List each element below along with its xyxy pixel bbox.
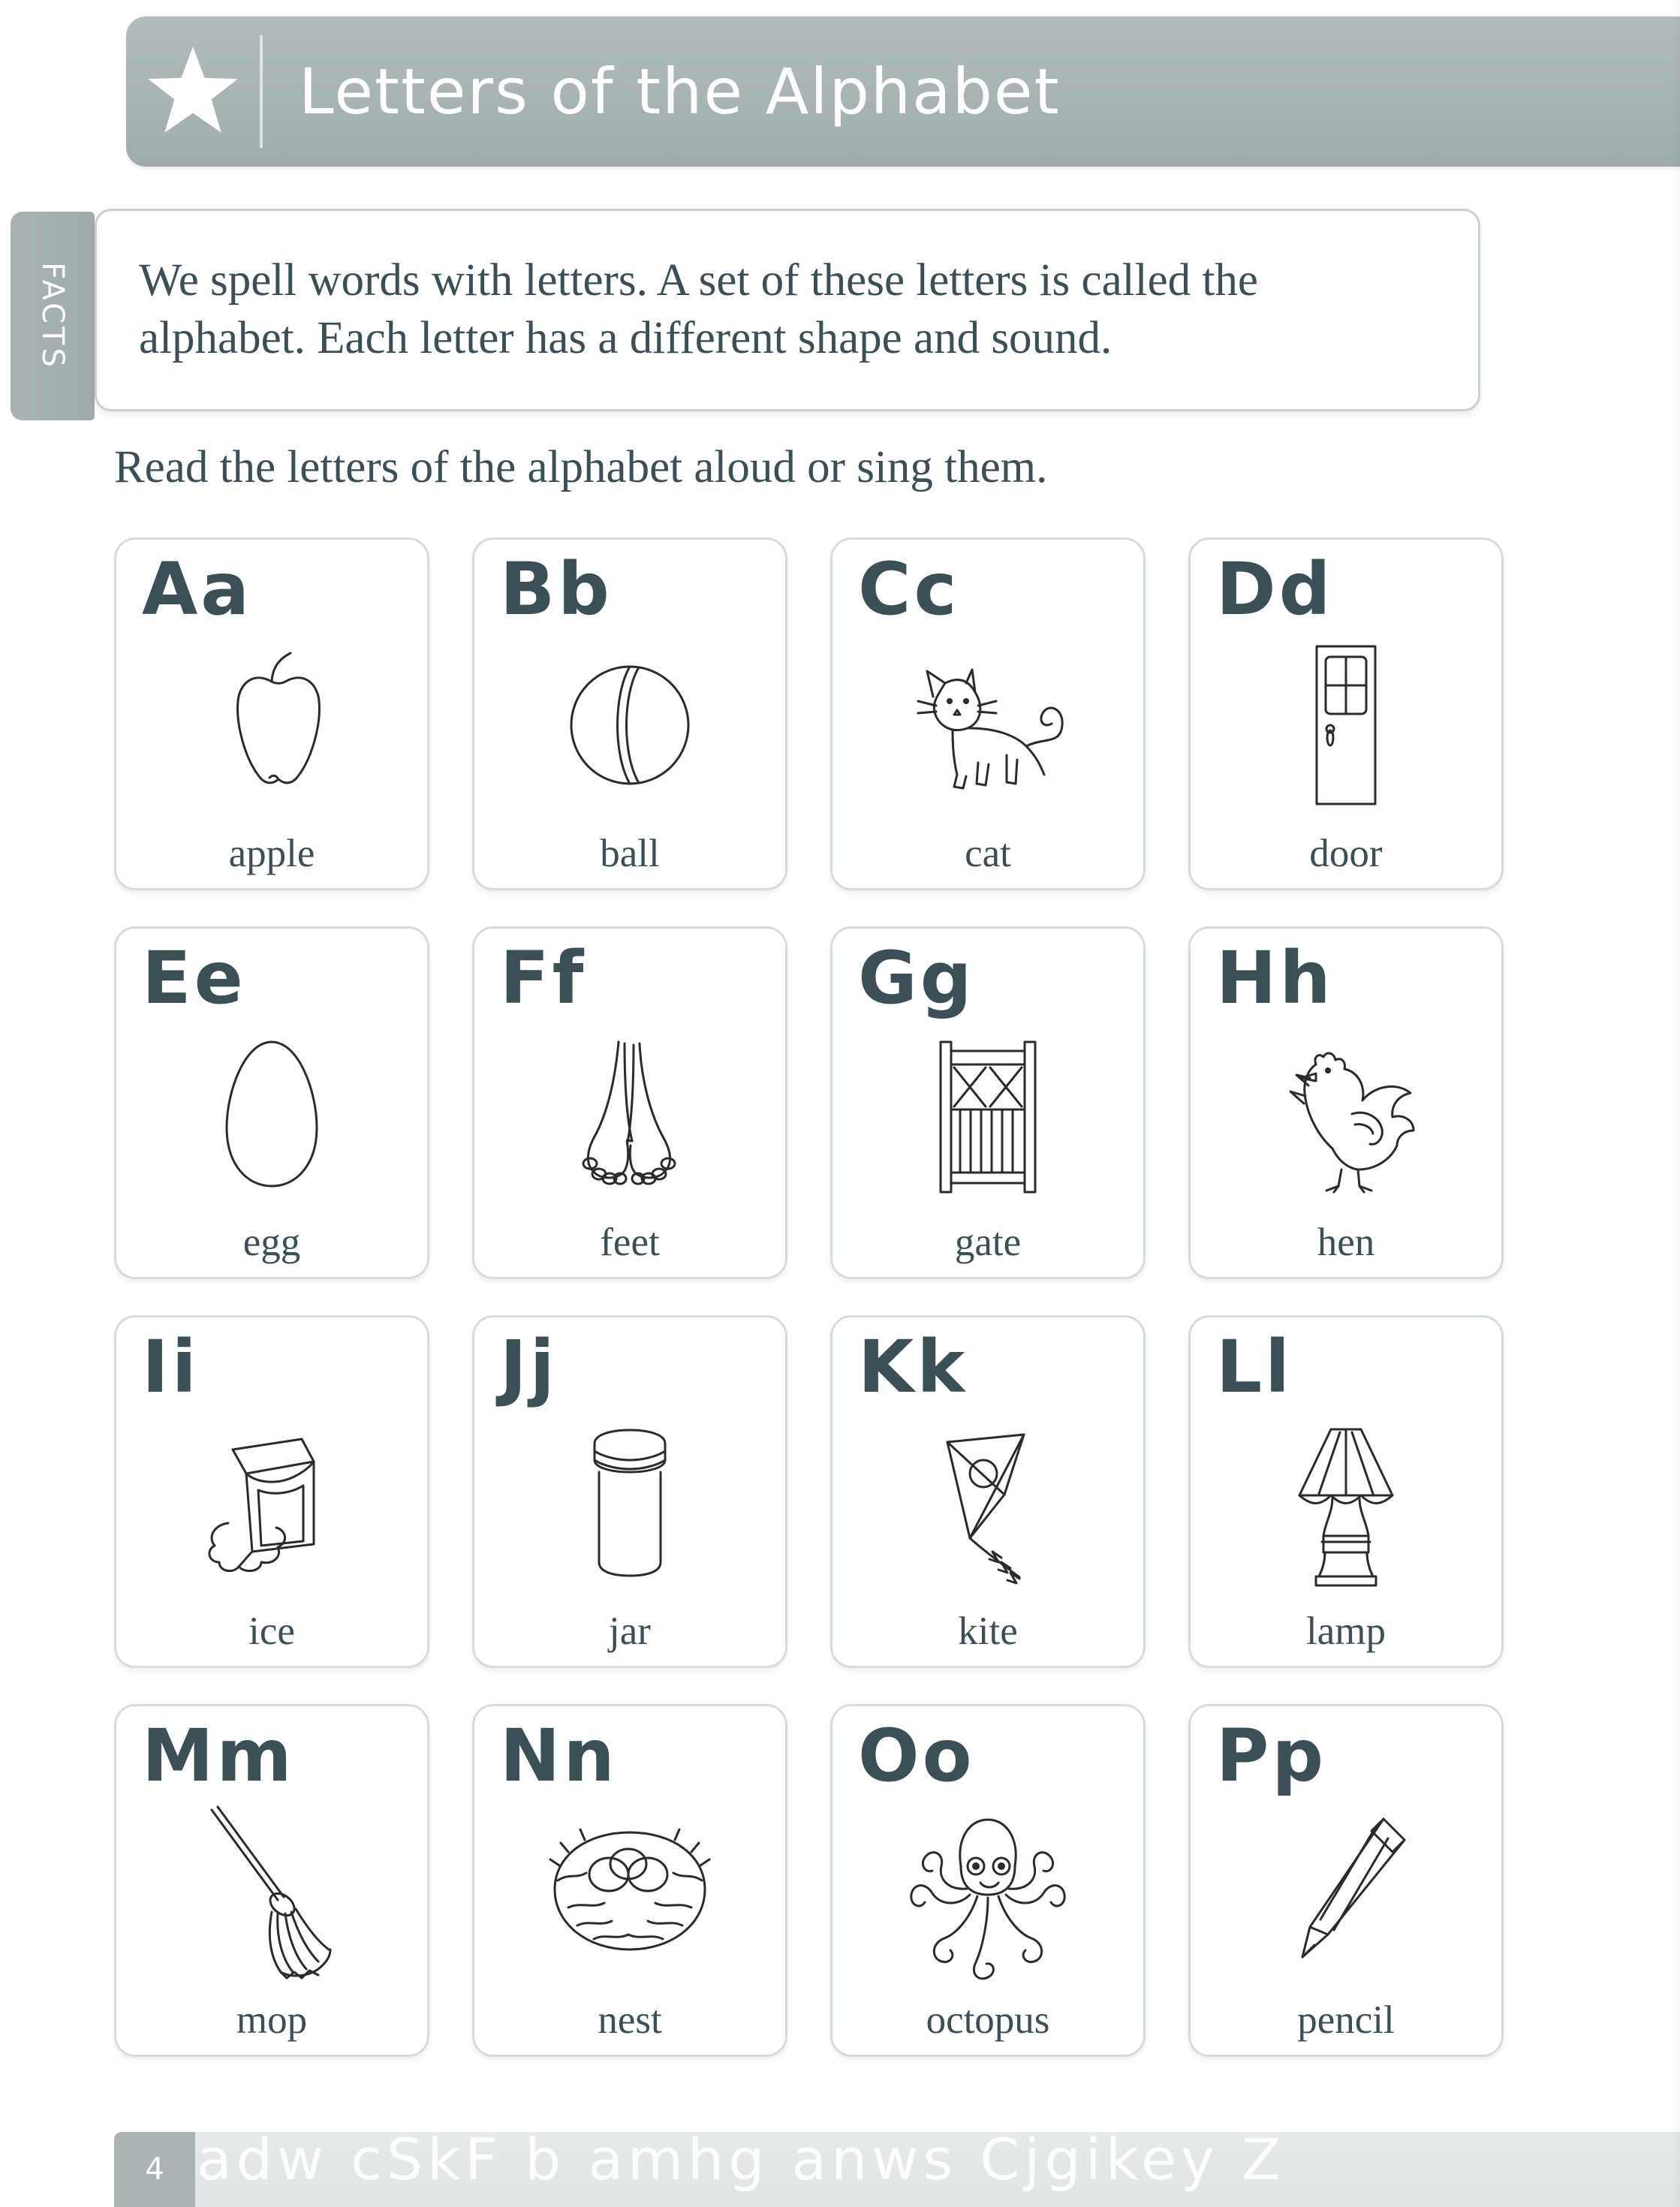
card-letters: Ii <box>142 1325 200 1409</box>
letter-card-e[interactable] <box>114 926 429 1279</box>
card-letters: Kk <box>858 1325 968 1409</box>
letter-card-k[interactable] <box>830 1315 1146 1668</box>
footer-strip <box>114 2132 1680 2207</box>
card-letters: Bb <box>500 547 613 631</box>
letter-card-f[interactable] <box>472 926 787 1279</box>
card-letters: Ff <box>500 936 587 1020</box>
letter-card-l[interactable] <box>1188 1315 1504 1668</box>
card-word: kite <box>958 1609 1018 1653</box>
lamp-icon <box>1191 1406 1501 1600</box>
letter-card-c[interactable] <box>830 537 1146 890</box>
card-letters: Gg <box>858 936 975 1020</box>
apple-icon <box>116 628 427 822</box>
letter-card-n[interactable] <box>472 1704 787 2057</box>
card-word: ball <box>600 832 660 875</box>
card-letters: Ll <box>1216 1325 1293 1409</box>
door-icon <box>1191 628 1501 822</box>
facts-tab-label: FACTS <box>35 262 70 370</box>
letter-card-i[interactable] <box>114 1315 429 1668</box>
feet-icon <box>474 1017 785 1211</box>
cat-icon <box>832 628 1143 822</box>
card-word: ice <box>248 1609 295 1653</box>
sheet-edge-shading <box>1672 0 1680 2207</box>
instruction-text: Read the letters of the alphabet aloud or sing them. <box>114 442 1048 492</box>
letter-card-a[interactable] <box>114 537 429 890</box>
card-letters: Hh <box>1216 936 1334 1020</box>
card-word: cat <box>965 832 1011 875</box>
star-icon <box>126 17 260 167</box>
card-letters: Jj <box>500 1325 558 1409</box>
pencil-icon <box>1191 1795 1501 1989</box>
page-header <box>126 17 1680 167</box>
egg-icon <box>116 1017 427 1211</box>
card-word: door <box>1309 832 1383 875</box>
card-letters: Ee <box>142 936 246 1020</box>
facts-tab <box>11 212 95 420</box>
kite-icon <box>832 1406 1143 1600</box>
card-word: mop <box>236 1998 308 2042</box>
letter-card-m[interactable] <box>114 1704 429 2057</box>
card-word: lamp <box>1306 1609 1386 1653</box>
card-word: nest <box>598 1998 662 2042</box>
card-letters: Oo <box>858 1714 975 1798</box>
card-letters: Nn <box>500 1714 618 1798</box>
card-word: gate <box>954 1221 1022 1264</box>
alphabet-card-grid <box>114 537 1503 2057</box>
mop-icon <box>116 1795 427 1989</box>
page-title: Letters of the Alphabet <box>299 55 1061 128</box>
card-letters: Pp <box>1216 1714 1327 1798</box>
card-word: feet <box>600 1221 660 1264</box>
octopus-icon <box>832 1795 1143 1989</box>
card-letters: Dd <box>1216 547 1334 631</box>
gate-icon <box>832 1017 1143 1211</box>
letter-card-j[interactable] <box>472 1315 787 1668</box>
ball-icon <box>474 628 785 822</box>
card-letters: Mm <box>142 1714 295 1798</box>
letter-card-d[interactable] <box>1188 537 1504 890</box>
letter-card-g[interactable] <box>830 926 1146 1279</box>
page-number: 4 <box>145 2152 164 2187</box>
letter-card-h[interactable] <box>1188 926 1504 1279</box>
letter-card-b[interactable] <box>472 537 787 890</box>
nest-icon <box>474 1795 785 1989</box>
ice-icon <box>116 1406 427 1600</box>
card-letters: Aa <box>142 547 253 631</box>
page-number-box <box>114 2132 195 2207</box>
jar-icon <box>474 1406 785 1600</box>
card-letters: Cc <box>858 547 960 631</box>
card-word: pencil <box>1297 1998 1395 2042</box>
hen-icon <box>1191 1017 1501 1211</box>
facts-box <box>95 209 1480 411</box>
card-word: apple <box>228 832 315 875</box>
letter-card-p[interactable] <box>1188 1704 1504 2057</box>
card-word: jar <box>609 1609 651 1653</box>
header-divider <box>260 35 263 148</box>
card-word: egg <box>242 1221 301 1264</box>
card-word: hen <box>1317 1221 1375 1264</box>
letter-card-o[interactable] <box>830 1704 1146 2057</box>
footer-decorative-letters: adw cSkF b amhg anws Cjgikey Z <box>197 2132 1286 2193</box>
card-word: octopus <box>926 1998 1050 2042</box>
facts-text: We spell words with letters. A set of these letters is called the alphabet. Each letter has a different shape and sound. <box>139 255 1258 363</box>
